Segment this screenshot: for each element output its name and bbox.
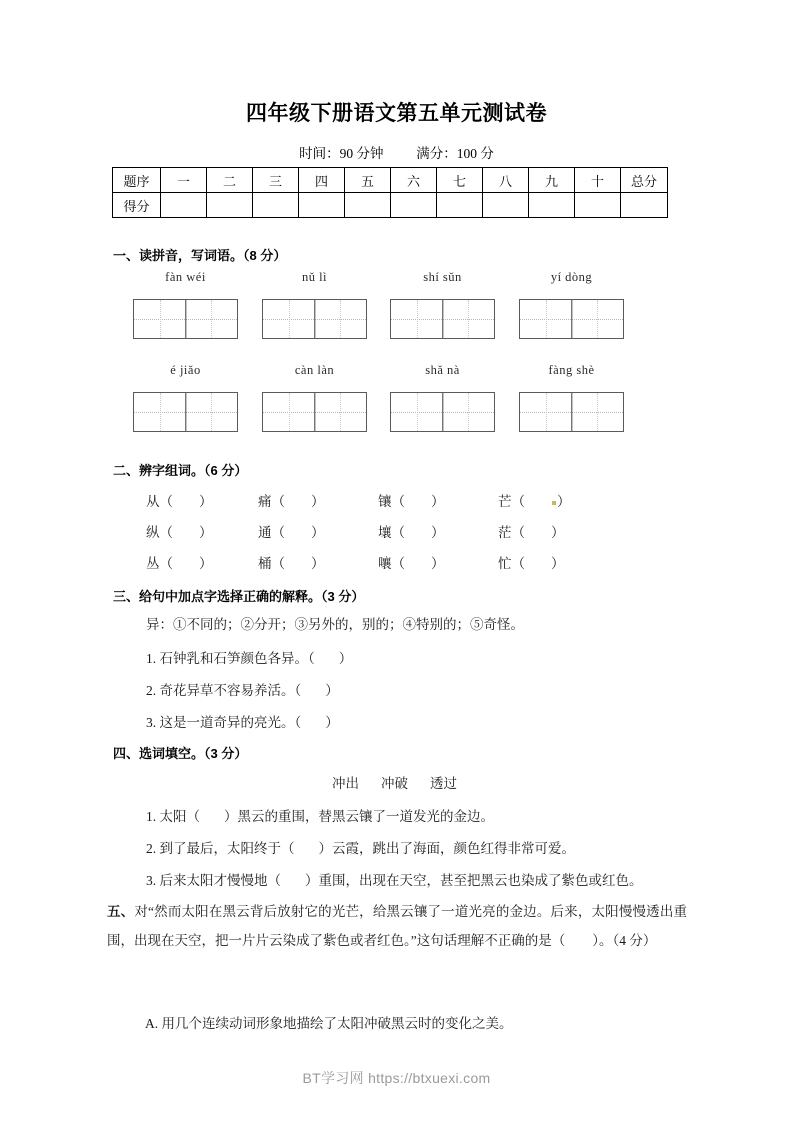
section-3-question-3[interactable] xyxy=(146,711,339,731)
word-item-2[interactable] xyxy=(258,490,325,510)
grid-guide-vertical-right xyxy=(340,300,341,338)
writing-grid-3[interactable] xyxy=(390,299,495,339)
col-7: 七 xyxy=(437,168,483,193)
answer-blank[interactable] xyxy=(160,521,213,541)
word-item-12[interactable] xyxy=(498,552,565,572)
col-10: 十 xyxy=(575,168,621,193)
exam-time-label: 时间：90 分钟 xyxy=(299,146,384,161)
pinyin-label-5: é jiǎo xyxy=(170,363,201,377)
grid-guide-vertical-left xyxy=(160,300,161,338)
answer-blank[interactable] xyxy=(272,490,325,510)
writing-grid-1[interactable] xyxy=(133,299,238,339)
section-5-option-a[interactable]: A. 用几个连续动词形象地描绘了太阳冲破黑云时的变化之美。 xyxy=(145,1016,513,1031)
col-2: 二 xyxy=(207,168,253,193)
row-label-question-no: 题序 xyxy=(113,168,161,193)
section-5-number: 五、 xyxy=(107,904,135,919)
question-suffix: ）黑云的重围，替黑云镶了一道发光的金边。 xyxy=(224,809,494,824)
writing-grid-4[interactable] xyxy=(519,299,624,339)
footer-watermark: BT学习网 https://btxuexi.com xyxy=(302,1070,491,1086)
grid-divider xyxy=(571,300,572,338)
score-table xyxy=(112,167,668,218)
word-char: 壤 xyxy=(378,525,392,540)
score-cell-7[interactable] xyxy=(437,193,483,218)
score-cell-8[interactable] xyxy=(483,193,529,218)
writing-grid-6[interactable] xyxy=(262,392,367,432)
paren-close: ） xyxy=(325,715,339,730)
word-char: 嚷 xyxy=(378,556,392,571)
grid-guide-vertical-right xyxy=(340,393,341,431)
writing-grid-2[interactable] xyxy=(262,299,367,339)
question-prefix: 3. 后来太阳才慢慢地（ xyxy=(146,873,281,888)
word-item-4[interactable] xyxy=(498,490,571,510)
page-title: 四年级下册语文第五单元测试卷 xyxy=(246,102,547,125)
section-4-heading: 四、选词填空。（3 分） xyxy=(113,746,248,761)
question-text: 1. 石钟乳和石笋颜色各异。（ xyxy=(146,651,315,666)
word-char: 痛 xyxy=(258,494,272,509)
score-cell-total[interactable] xyxy=(621,193,668,218)
score-cell-4[interactable] xyxy=(299,193,345,218)
grid-guide-vertical-right xyxy=(597,300,598,338)
question-prefix: 2. 到了最后，太阳终于（ xyxy=(146,841,295,856)
grid-guide-vertical-right xyxy=(468,300,469,338)
grid-guide-vertical-left xyxy=(546,300,547,338)
col-total: 总分 xyxy=(621,168,668,193)
grid-guide-vertical-left xyxy=(289,300,290,338)
word-char: 从 xyxy=(146,494,160,509)
word-char: 纵 xyxy=(146,525,160,540)
col-9: 九 xyxy=(529,168,575,193)
score-cell-1[interactable] xyxy=(161,193,207,218)
col-5: 五 xyxy=(345,168,391,193)
pinyin-label-7: shǎ nà xyxy=(425,363,460,377)
score-cell-2[interactable] xyxy=(207,193,253,218)
grid-divider xyxy=(442,300,443,338)
col-3: 三 xyxy=(253,168,299,193)
word-char: 通 xyxy=(258,525,272,540)
section-2-heading: 二、辨字组词。（6 分） xyxy=(113,463,248,478)
grid-divider xyxy=(185,300,186,338)
question-text: 3. 这是一道奇异的亮光。（ xyxy=(146,715,302,730)
section-4-question-3[interactable] xyxy=(146,869,643,889)
word-item-8[interactable] xyxy=(498,521,565,541)
grid-divider xyxy=(314,300,315,338)
word-char: 茫 xyxy=(498,525,512,540)
section-3-definition: 异：①不同的；②分开；③另外的，别的；④特别的；⑤奇怪。 xyxy=(146,617,524,632)
score-cell-9[interactable] xyxy=(529,193,575,218)
col-1: 一 xyxy=(161,168,207,193)
table-row-scores xyxy=(113,193,668,218)
word-char: 忙 xyxy=(498,556,512,571)
grid-divider xyxy=(185,393,186,431)
question-suffix: ）重围，出现在天空，甚至把黑云也染成了紫色或红色。 xyxy=(305,873,643,888)
word-item-6[interactable] xyxy=(258,521,325,541)
section-1-heading: 一、读拼音，写词语。（8 分） xyxy=(113,248,287,263)
pinyin-label-2: nǔ lì xyxy=(301,270,328,284)
question-prefix: 1. 太阳（ xyxy=(146,809,200,824)
answer-blank[interactable] xyxy=(160,490,213,510)
word-item-7[interactable] xyxy=(378,521,445,541)
score-cell-10[interactable] xyxy=(575,193,621,218)
word-item-10[interactable] xyxy=(258,552,325,572)
grid-guide-vertical-left xyxy=(160,393,161,431)
writing-grid-5[interactable] xyxy=(133,392,238,432)
pinyin-label-4: yí dòng xyxy=(550,270,593,284)
answer-blank[interactable] xyxy=(512,490,571,510)
grid-guide-vertical-left xyxy=(289,393,290,431)
section-3-heading: 三、给句中加点字选择正确的解释。（3 分） xyxy=(113,589,365,604)
col-6: 六 xyxy=(391,168,437,193)
grid-guide-vertical-left xyxy=(417,300,418,338)
word-char: 芒 xyxy=(498,494,512,509)
pinyin-label-3: shí sǔn xyxy=(423,270,462,284)
section-3-question-2[interactable] xyxy=(146,679,339,699)
answer-blank[interactable] xyxy=(272,552,325,572)
word-item-1[interactable] xyxy=(146,490,213,510)
choice-word-3[interactable]: 透过 xyxy=(430,776,457,791)
score-cell-5[interactable] xyxy=(345,193,391,218)
grid-divider xyxy=(442,393,443,431)
stray-mark xyxy=(552,501,556,505)
answer-blank[interactable] xyxy=(272,521,325,541)
score-cell-6[interactable] xyxy=(391,193,437,218)
pinyin-label-1: fàn wéi xyxy=(165,270,206,284)
pinyin-label-6: càn làn xyxy=(294,363,335,377)
grid-guide-vertical-right xyxy=(597,393,598,431)
answer-blank[interactable] xyxy=(512,552,565,572)
grid-divider xyxy=(314,393,315,431)
word-char: 丛 xyxy=(146,556,160,571)
grid-guide-vertical-right xyxy=(211,393,212,431)
question-suffix: ）云霞，跳出了海面，颜色红得非常可爱。 xyxy=(318,841,575,856)
section-5-text: 对“然而太阳在黑云背后放射它的光芒，给黑云镶了一道光亮的金边。后来，太阳慢慢透出重围，出现在天空，把一片片云染成了紫色或者红色。”这句话理解不正确的是（ ）。（4 分） xyxy=(107,904,688,948)
paren-close: ） xyxy=(325,683,339,698)
word-item-5[interactable] xyxy=(146,521,213,541)
writing-grid-7[interactable] xyxy=(390,392,495,432)
pinyin-label-8: fàng shè xyxy=(548,363,595,377)
answer-blank[interactable] xyxy=(392,521,445,541)
grid-guide-vertical-right xyxy=(468,393,469,431)
word-char: 镶 xyxy=(378,494,392,509)
grid-guide-vertical-right xyxy=(211,300,212,338)
grid-divider xyxy=(571,393,572,431)
section-4-question-2[interactable] xyxy=(146,837,575,857)
grid-guide-vertical-left xyxy=(417,393,418,431)
table-row-header xyxy=(113,168,668,193)
writing-grid-8[interactable] xyxy=(519,392,624,432)
col-4: 四 xyxy=(299,168,345,193)
section-3-question-1[interactable] xyxy=(146,647,352,667)
question-text: 2. 奇花异草不容易养活。（ xyxy=(146,683,302,698)
choice-word-1[interactable]: 冲出 xyxy=(332,776,359,791)
word-item-9[interactable] xyxy=(146,552,213,572)
exam-meta xyxy=(0,142,793,162)
answer-blank[interactable] xyxy=(392,490,445,510)
answer-blank[interactable] xyxy=(160,552,213,572)
choice-word-2[interactable]: 冲破 xyxy=(381,776,408,791)
paren-close: ） xyxy=(338,651,353,666)
grid-guide-vertical-left xyxy=(546,393,547,431)
answer-blank[interactable] xyxy=(392,552,445,572)
word-char: 桶 xyxy=(258,556,272,571)
col-8: 八 xyxy=(483,168,529,193)
section-5-question xyxy=(107,897,687,955)
word-item-11[interactable] xyxy=(378,552,445,572)
answer-blank[interactable] xyxy=(512,521,565,541)
score-cell-3[interactable] xyxy=(253,193,299,218)
word-item-3[interactable] xyxy=(378,490,445,510)
section-4-word-bank xyxy=(332,772,457,792)
row-label-score: 得分 xyxy=(113,193,161,218)
exam-total-label: 满分：100 分 xyxy=(416,146,494,161)
section-4-question-1[interactable] xyxy=(146,805,494,825)
